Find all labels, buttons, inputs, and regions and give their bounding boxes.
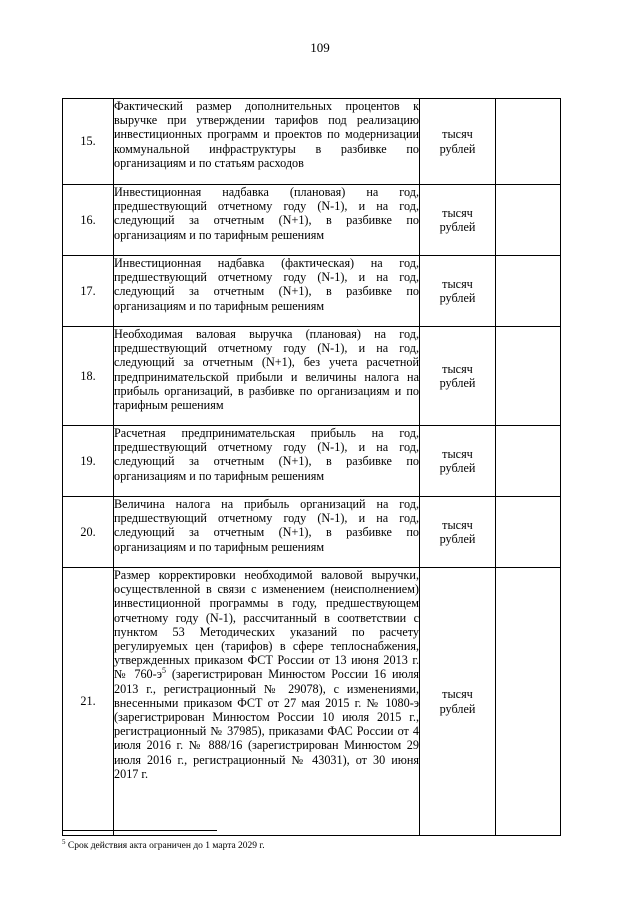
unit-line: рублей	[439, 701, 476, 716]
row-description: Расчетная предпринимательская прибыль на год, предшествующий отчетному году (N-1), и на год, следующий за отчетным (N+1), в разбивке по организациям и по тарифным решениям	[114, 426, 420, 497]
footnote-separator	[62, 830, 217, 831]
row-unit	[420, 497, 496, 568]
row-number: 16.	[63, 185, 114, 256]
unit-line: тысяч	[442, 205, 473, 220]
footnote-text: Срок действия акта ограничен до 1 марта 2029 г.	[65, 841, 265, 852]
row-number: 21.	[63, 568, 114, 836]
unit-line: рублей	[439, 461, 476, 475]
row-number: 19.	[63, 426, 114, 497]
row-value-cell	[496, 497, 561, 568]
unit-line: тысяч	[442, 687, 473, 702]
indicator-table	[62, 98, 561, 836]
row-unit	[420, 426, 496, 497]
table-row	[63, 99, 561, 185]
description-part-2: (зарегистрирован Минюстом России 16 июля 2013 г., регистрационный № 29078), с изменениями, внесенными приказом ФСТ от 27 мая 2015 г. № 1080-э (зарегистрирован Минюстом России 10 июля 2015 г., регистрационный № 37985), приказами ФАС России от 4 июля 2016 г. № 888/16 (зарегистрирован Минюстом 29 июля 2016 г., регистрационный № 43031), от 30 июня 2017 г.	[114, 667, 420, 781]
row-value-cell	[496, 426, 561, 497]
unit-line: тысяч	[442, 127, 473, 142]
row-description: Фактический размер дополнительных процентов к выручке при утверждении тарифов под реализацию инвестиционных программ и проектов по модернизации коммунальной инфраструктуры в разбивке по организациям и по статьям расходов	[114, 99, 420, 185]
row-value-cell	[496, 185, 561, 256]
footnote-marker: 5	[62, 838, 66, 846]
row-value-cell	[496, 327, 561, 426]
unit-line: рублей	[439, 220, 476, 234]
table-row	[63, 497, 561, 568]
row-unit	[420, 568, 496, 836]
row-unit	[420, 327, 496, 426]
footnote-reference: 5	[161, 666, 166, 676]
unit-line: рублей	[439, 376, 476, 390]
unit-line: рублей	[439, 532, 476, 546]
row-unit	[420, 185, 496, 256]
page-number: 109	[310, 40, 330, 55]
row-number: 18.	[63, 327, 114, 426]
row-unit	[420, 99, 496, 185]
unit-line: тысяч	[442, 517, 473, 532]
table-row	[63, 426, 561, 497]
table-row	[63, 256, 561, 327]
unit-line: тысяч	[442, 276, 473, 291]
row-number: 17.	[63, 256, 114, 327]
row-description: Необходимая валовая выручка (плановая) на год, предшествующий отчетному году (N-1), и на год, следующий за отчетным (N+1), без учета расчетной предпринимательской прибыли и величины налога на прибыль организаций, в разбивке по организациям и по тарифным решениям	[114, 327, 420, 426]
table-row	[63, 327, 561, 426]
row-number: 20.	[63, 497, 114, 568]
row-value-cell	[496, 256, 561, 327]
row-description: Величина налога на прибыль организаций на год, предшествующий отчетному году (N-1), и на год, следующий за отчетным (N+1), в разбивке по организациям и по тарифным решениям	[114, 497, 420, 568]
description-part-1: Размер корректировки необходимой валовой выручки, осуществленной в связи с изменением (неисполнением) инвестиционной программы в году, предшествующем отчетному году (N-1), рассчитанный в соответствии с пунктом 53 Методических указаний по расчету регулируемых цен (тарифов) в сфере теплоснабжения, утвержденных приказом ФСТ России от 13 июня 2013 г. № 760-э	[114, 568, 419, 682]
table-row	[63, 568, 561, 836]
footnote	[62, 838, 265, 851]
unit-line: тысяч	[442, 361, 473, 376]
unit-line: рублей	[439, 291, 476, 305]
row-number: 15.	[63, 99, 114, 185]
row-description: Инвестиционная надбавка (плановая) на год, предшествующий отчетному году (N-1), и на год, следующий за отчетным (N+1), в разбивке по организациям и по тарифным решениям	[114, 185, 420, 256]
row-description-text	[114, 568, 419, 781]
row-value-cell	[496, 99, 561, 185]
unit-line: рублей	[439, 141, 476, 156]
row-description	[114, 568, 420, 836]
row-unit	[420, 256, 496, 327]
row-description: Инвестиционная надбавка (фактическая) на год, предшествующий отчетному году (N-1), и на год, следующий за отчетным (N+1), в разбивке по организациям и по тарифным решениям	[114, 256, 420, 327]
table-row	[63, 185, 561, 256]
unit-line: тысяч	[442, 446, 473, 461]
row-value-cell	[496, 568, 561, 836]
